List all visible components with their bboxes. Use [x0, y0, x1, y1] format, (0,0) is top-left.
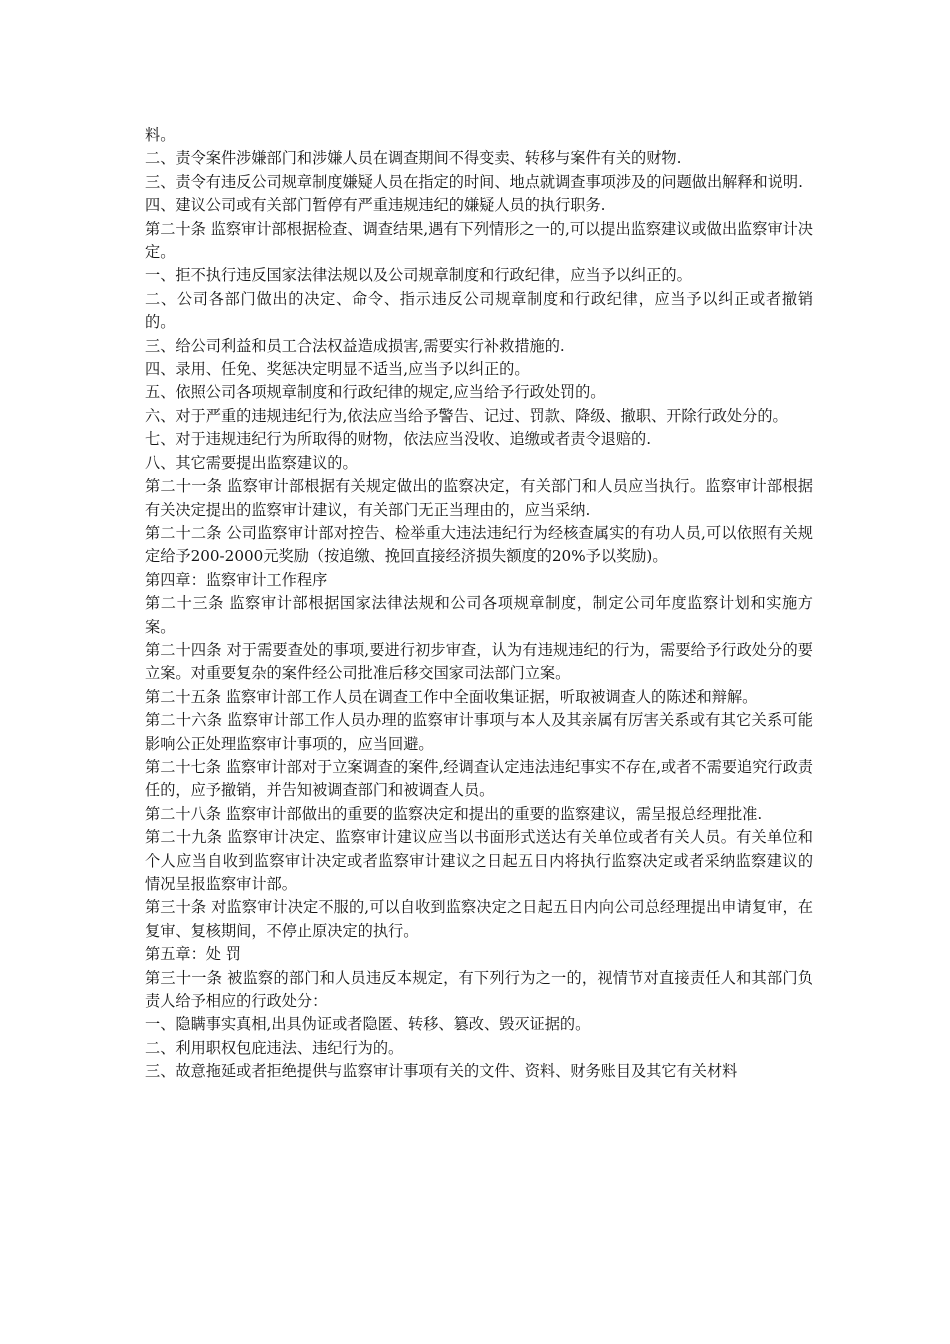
paragraph-2: 二、责令案件涉嫌部门和涉嫌人员在调查期间不得变卖、转移与案件有关的财物.: [145, 149, 682, 168]
article-20-item-4: 四、录用、任免、奖惩决定明显不适当,应当予以纠正的。: [145, 360, 530, 379]
article-20-item-3: 三、给公司利益和员工合法权益造成损害,需要实行补救措施的.: [145, 336, 565, 355]
article-20-item-7: 七、对于违规违纪行为所取得的财物，依法应当没收、追缴或者责令退赔的.: [145, 430, 652, 449]
chapter-5-heading: 第五章：处 罚: [145, 945, 241, 964]
article-28: 第二十八条 监察审计部做出的重要的监察决定和提出的重要的监察建议，需呈报总经理批准.: [145, 804, 763, 823]
paragraph-cont-material: 料。: [145, 126, 176, 144]
article-31-item-2: 二、利用职权包庇违法、违纪行为的。: [145, 1038, 404, 1057]
article-20: 第二十条 监察审计部根据检查、调查结果,遇有下列情形之一的,可以提出监察建议或做出监察审计决定。: [145, 219, 813, 262]
article-22: 第二十二条 公司监察审计部对控告、检举重大违法违纪行为经核查属实的有功人员,可以依照有关规定给予200-2000元奖励（按追缴、挽回直接经济损失额度的20%予以奖励)。: [145, 523, 813, 566]
paragraph-3: 三、责令有违反公司规章制度嫌疑人员在指定的时间、地点就调查事项涉及的问题做出解释和说明.: [145, 172, 803, 191]
article-25: 第二十五条 监察审计部工作人员在调查工作中全面收集证据，听取被调查人的陈述和辩解。: [145, 687, 758, 706]
article-20-item-5: 五、依照公司各项规章制度和行政纪律的规定,应当给予行政处罚的。: [145, 383, 606, 402]
article-21: 第二十一条 监察审计部根据有关规定做出的监察决定，有关部门和人员应当执行。监察审计部根据有关决定提出的监察审计建议，有关部门无正当理由的，应当采纳.: [145, 477, 813, 519]
article-26: 第二十六条 监察审计部工作人员办理的监察审计事项与本人及其亲属有厉害关系或有其它关系可能影响公正处理监察审计事项的，应当回避。: [145, 711, 813, 753]
article-30: 第三十条 对监察审计决定不服的,可以自收到监察决定之日起五日内向公司总经理提出申请复审，在复审、复核期间，不停止原决定的执行。: [145, 898, 813, 940]
article-20-item-6: 六、对于严重的违规违纪行为,依法应当给予警告、记过、罚款、降级、撤职、开除行政处分的。: [145, 406, 788, 425]
paragraph-4: 四、建议公司或有关部门暂停有严重违规违纪的嫌疑人员的执行职务.: [145, 196, 606, 215]
article-31: 第三十一条 被监察的部门和人员违反本规定，有下列行为之一的，视情节对直接责任人和其部门负责人给予相应的行政处分：: [145, 968, 813, 1011]
article-20-item-2: 二、公司各部门做出的决定、命令、指示违反公司规章制度和行政纪律，应当予以纠正或者撤销的。: [145, 289, 813, 332]
article-23: 第二十三条 监察审计部根据国家法律法规和公司各项规章制度，制定公司年度监察计划和实施方案。: [145, 594, 813, 636]
article-20-item-1: 一、拒不执行违反国家法律法规以及公司规章制度和行政纪律，应当予以纠正的。: [145, 266, 692, 285]
article-31-item-3: 三、故意拖延或者拒绝提供与监察审计事项有关的文件、资料、财务账目及其它有关材料: [145, 1062, 738, 1081]
document-body: [145, 124, 813, 1084]
article-24: 第二十四条 对于需要查处的事项,要进行初步审查，认为有违规违纪的行为，需要给予行政处分的要立案。对重要复杂的案件经公司批准后移交国家司法部门立案。: [145, 640, 813, 683]
chapter-4-heading: 第四章：监察审计工作程序: [145, 570, 328, 589]
article-27: 第二十七条 监察审计部对于立案调查的案件,经调查认定违法违纪事实不存在,或者不需要追究行政责任的，应予撤销，并告知被调查部门和被调查人员。: [145, 757, 813, 800]
article-31-item-1: 一、隐瞒事实真相,出具伪证或者隐匿、转移、篡改、毁灭证据的。: [145, 1015, 591, 1034]
article-20-item-8: 八、其它需要提出监察建议的。: [145, 453, 358, 472]
article-29: 第二十九条 监察审计决定、监察审计建议应当以书面形式送达有关单位或者有关人员。有关单位和个人应当自收到监察审计决定或者监察审计建议之日起五日内将执行监察决定或者采纳监察建议的情况呈报监察审计部。: [145, 828, 813, 893]
